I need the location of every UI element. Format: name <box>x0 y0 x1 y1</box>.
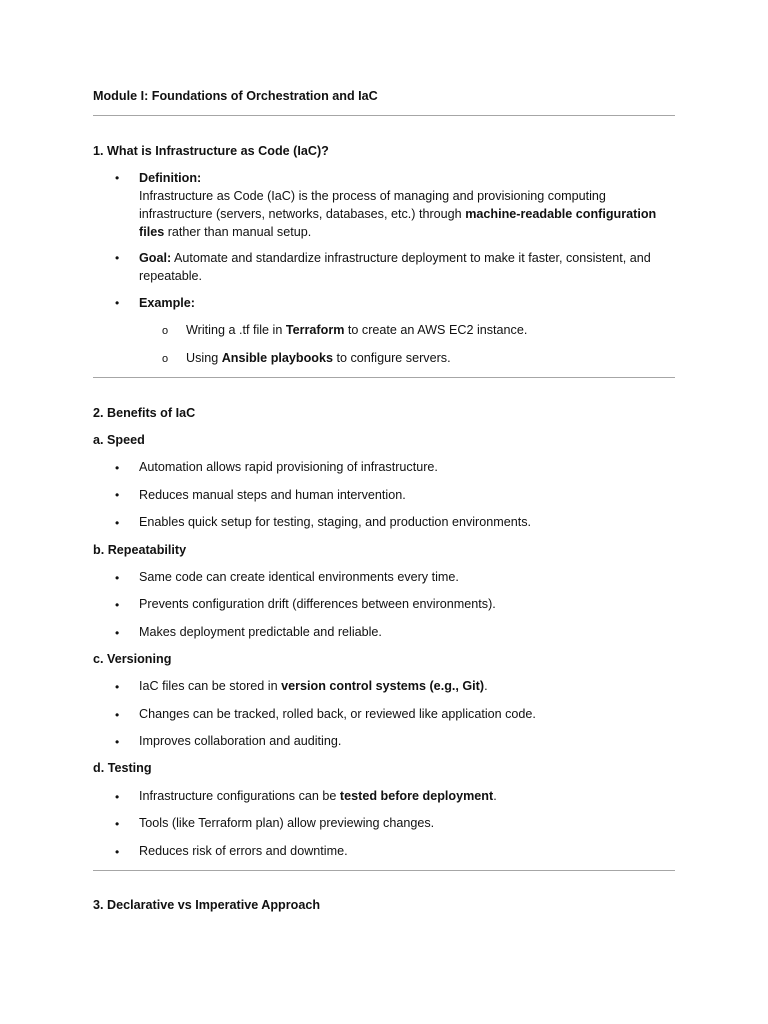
list-item: Reduces risk of errors and downtime. <box>139 844 348 858</box>
bullet-icon: • <box>115 790 120 804</box>
definition-item <box>139 169 675 241</box>
list-item: IaC files can be stored in version control systems (e.g., Git). <box>139 679 488 693</box>
section-heading-benefits: 2. Benefits of IaC <box>93 406 196 420</box>
list-item: Same code can create identical environments every time. <box>139 570 459 584</box>
divider <box>93 115 675 116</box>
list-item: Enables quick setup for testing, staging, and production environments. <box>139 515 532 529</box>
goal-item: Goal: Automate and standardize infrastructure deployment to make it faster, consistent, and repeatable. <box>139 251 651 283</box>
bullet-icon: • <box>115 171 120 185</box>
bullet-icon: • <box>115 626 120 640</box>
example-item-ansible: Using Ansible playbooks to configure servers. <box>186 351 451 365</box>
bullet-icon: • <box>115 680 120 694</box>
subheading-speed: a. Speed <box>93 433 145 447</box>
list-item: Reduces manual steps and human intervention. <box>139 488 406 502</box>
divider <box>93 377 675 378</box>
bullet-icon: • <box>115 598 120 612</box>
definition-text-line1: Infrastructure as Code (IaC) is the process of managing and provisioning computing <box>139 189 606 203</box>
bullet-icon: • <box>115 571 120 585</box>
goal-label: Goal: <box>139 251 172 265</box>
bullet-icon: • <box>115 845 120 859</box>
list-item: Improves collaboration and auditing. <box>139 734 342 748</box>
bullet-icon: • <box>115 461 120 475</box>
document-title: Module I: Foundations of Orchestration and IaC <box>93 89 378 103</box>
list-item: Automation allows rapid provisioning of infrastructure. <box>139 460 438 474</box>
definition-text-line2: infrastructure (servers, networks, databases, etc.) through machine-readable configuration <box>139 207 657 221</box>
section-heading-iac: 1. What is Infrastructure as Code (IaC)? <box>93 144 329 158</box>
bullet-icon: • <box>115 251 120 265</box>
list-item: Makes deployment predictable and reliable. <box>139 625 382 639</box>
bullet-icon: • <box>115 735 120 749</box>
list-item: Prevents configuration drift (differences between environments). <box>139 597 496 611</box>
list-item: Tools (like Terraform plan) allow previewing changes. <box>139 816 435 830</box>
subheading-versioning: c. Versioning <box>93 652 172 666</box>
section-heading-approach: 3. Declarative vs Imperative Approach <box>93 898 321 912</box>
bullet-icon: • <box>115 817 120 831</box>
bullet-icon: • <box>115 516 120 530</box>
divider <box>93 870 675 871</box>
subheading-testing: d. Testing <box>93 761 152 775</box>
bullet-icon: • <box>115 296 120 310</box>
definition-label: Definition: <box>139 171 202 185</box>
sub-bullet-icon: o <box>162 353 169 365</box>
list-item: Changes can be tracked, rolled back, or reviewed like application code. <box>139 707 536 721</box>
example-label: Example: <box>139 296 195 310</box>
sub-bullet-icon: o <box>162 325 169 337</box>
example-item-terraform: Writing a .tf file in Terraform to create an AWS EC2 instance. <box>186 323 528 337</box>
bullet-icon: • <box>115 488 120 502</box>
definition-text-line3: files rather than manual setup. <box>139 225 312 239</box>
bullet-icon: • <box>115 708 120 722</box>
subheading-repeatability: b. Repeatability <box>93 543 187 557</box>
list-item: Infrastructure configurations can be tested before deployment. <box>139 789 497 803</box>
